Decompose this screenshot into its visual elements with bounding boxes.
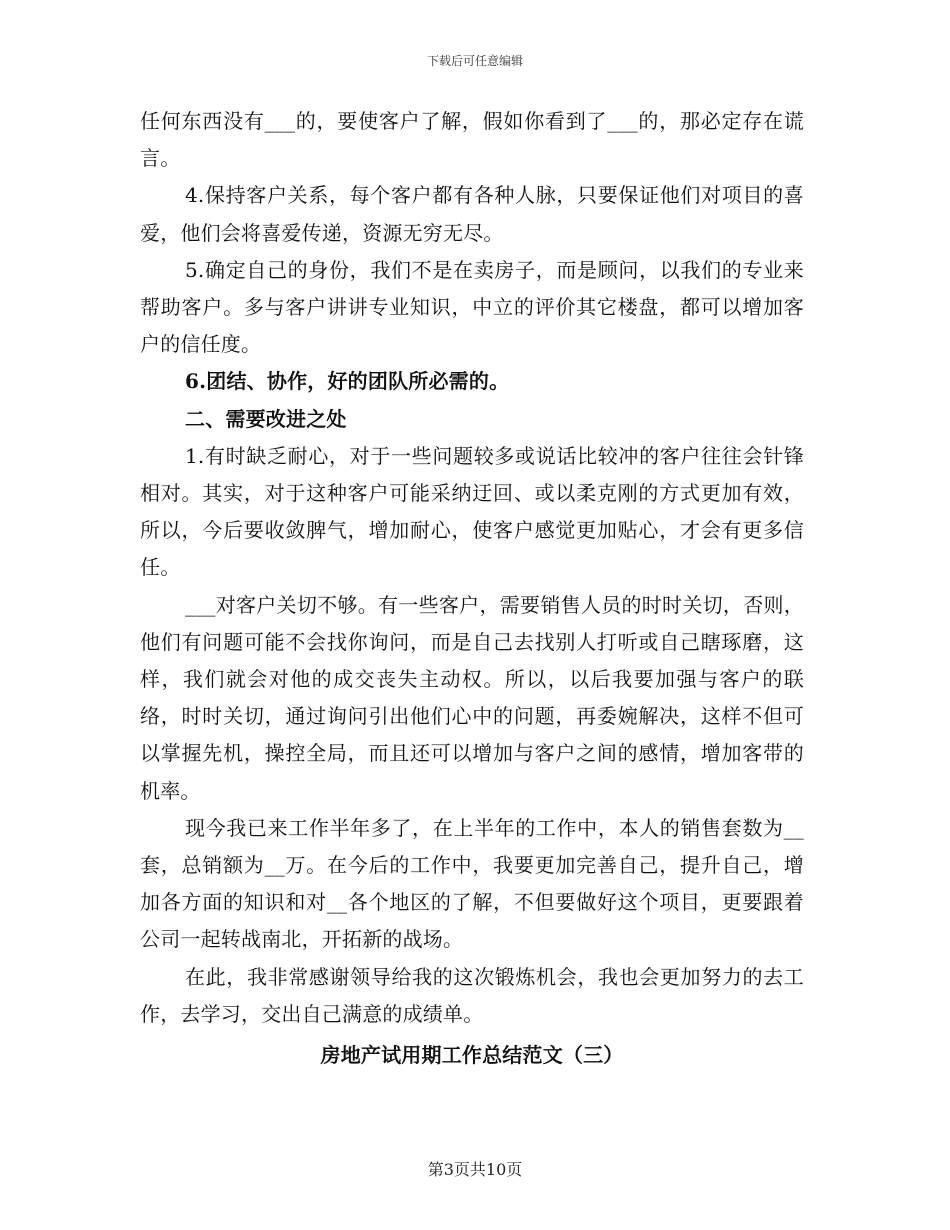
section-title: 房地产试用期工作总结范文（三） [320,1043,624,1068]
paragraph-thanks: 在此，我非常感谢领导给我的这次锻炼机会，我也会更加努力的去工作，去学习，交出自己满意的成绩单。 [140,964,804,1026]
document-body [140,103,804,1074]
page-footer: 第3页共10页 [427,1160,523,1179]
paragraph-item-6: 6.团结、协作，好的团队所必需的。 [185,369,510,394]
paragraph-item-5: 5.确定自己的身份，我们不是在卖房子，而是顾问，以我们的专业来帮助客户。多与客户讲讲专业知识，中立的评价其它楼盘，都可以增加客户的信任度。 [140,257,804,357]
paragraph-continued: 任何东西没有___的，要使客户了解，假如你看到了___的，那必定存在谎言。 [140,109,804,171]
paragraph-improve-2: ___对客户关切不够。有一些客户，需要销售人员的时时关切，否则，他们有问题可能不会找你询问，而是自己去找别人打听或自己瞎琢磨，这样，我们就会对他的成交丧失主动权。所以，以后我要加强与客户的联络，时时关切，通过询问引出他们心中的问题，再委婉解决，这样不但可以掌握先机，操控全局，而且还可以增加与客户之间的感情，增加客带的机率。 [140,592,804,803]
paragraph-summary: 现今我已来工作半年多了，在上半年的工作中，本人的销售套数为__套，总销额为__万。在今后的工作中，我要更加完善自己，提升自己，增加各方面的知识和对__各个地区的了解，不但要做好这个项目，更要跟着公司一起转战南北，开拓新的战场。 [140,815,804,952]
page-header: 下载后可任意编辑 [426,54,523,68]
section-heading-improvements: 二、需要改进之处 [185,406,347,431]
paragraph-item-4: 4.保持客户关系，每个客户都有各种人脉，只要保证他们对项目的喜爱，他们会将喜爱传递，资源无穷无尽。 [140,183,804,245]
paragraph-improve-1: 1.有时缺乏耐心，对于一些问题较多或说话比较冲的客户往往会针锋相对。其实，对于这种客户可能采纳迂回、或以柔克刚的方式更加有效，所以，今后要收敛脾气，增加耐心，使客户感觉更加贴心，才会有更多信任。 [140,443,804,580]
